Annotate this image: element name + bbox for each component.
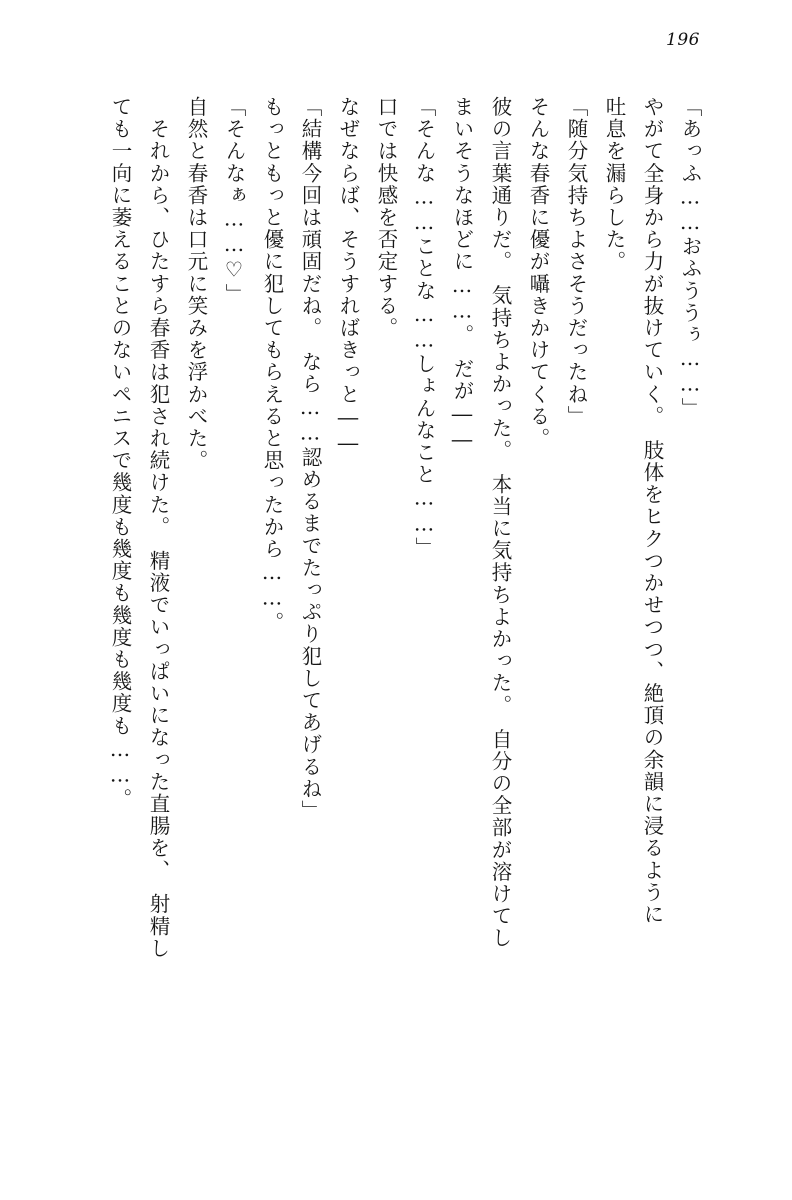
text-line: 「そんな……ことな……しょんなこと……」 [412, 96, 436, 559]
text-line: 自然と春香は口元に笑みを浮かべた。 [184, 96, 208, 472]
text-line: 「結構今回は頑固だね。 なら……認めるまでたっぷり犯してあげるね」 [298, 96, 322, 823]
text-line: 「そんなぁ……♡」 [222, 96, 246, 306]
text-line: 「あっふ……おふううぅ……」 [678, 96, 702, 420]
text-line: 吐息を漏らした。 [602, 96, 626, 273]
text-line: そんな春香に優が囁きかけてくる。 [526, 96, 550, 450]
text-line: それから、ひたすら春香は犯され続けた。 精液でいっぱいになった直腸を、 射精し [146, 96, 170, 960]
text-line: 彼の言葉通りだ。 気持ちよかった。 本当に気持ちよかった。 自分の全部が溶けてし [488, 96, 512, 950]
text-line: 「随分気持ちよさそうだったね」 [564, 96, 588, 428]
page-number: 196 [666, 30, 700, 50]
text-line: もっともっと優に犯してもらえると思ったから……。 [260, 96, 284, 634]
text-line: なぜならば、そうすればきっと―― [336, 96, 360, 457]
text-line: まいそうなほどに……。 だが―― [450, 96, 474, 454]
vertical-text-body [40, 96, 700, 1166]
text-line: 口では快感を否定する。 [374, 96, 398, 340]
text-line: やがて全身から力が抜けていく。 肢体をヒクつかせつつ、絶頂の余韻に浸るように [640, 96, 664, 926]
text-line: ても一向に萎えることのないペニスで幾度も幾度も幾度も幾度も……。 [108, 96, 132, 811]
